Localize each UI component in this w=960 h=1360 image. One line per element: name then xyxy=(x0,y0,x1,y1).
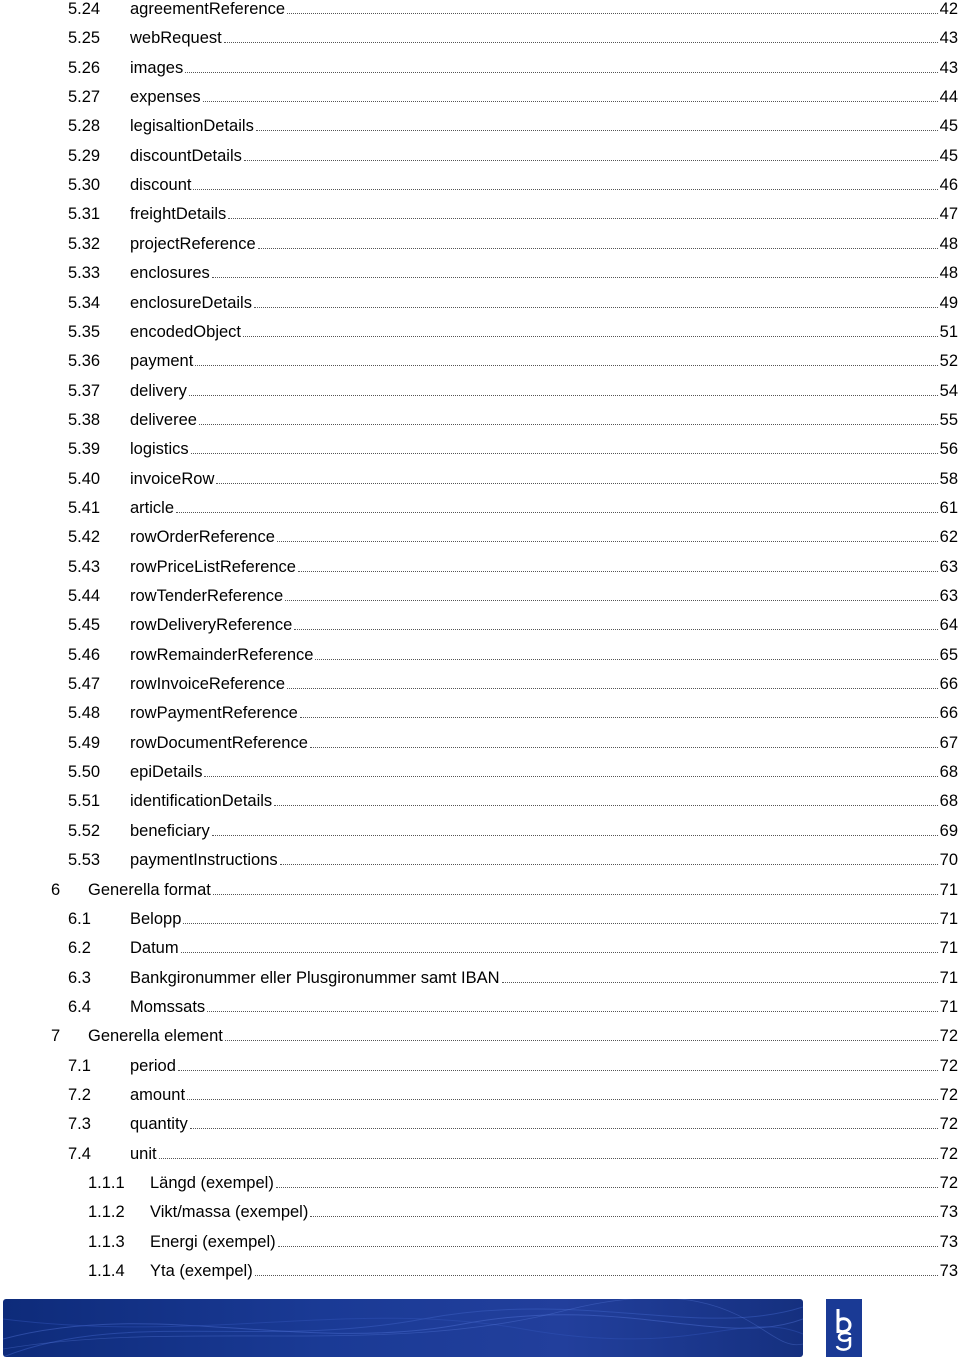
toc-section-title: logistics xyxy=(130,440,189,459)
toc-dot-leader xyxy=(213,894,938,895)
toc-dot-leader xyxy=(187,1099,938,1100)
toc-section-title: rowTenderReference xyxy=(130,587,284,605)
toc-section-title: rowDocumentReference xyxy=(130,733,308,752)
toc-dot-leader xyxy=(199,424,938,425)
toc-section-number: 1.1.1 xyxy=(88,1174,125,1192)
toc-section-title: Bankgironummer eller Plusgironummer samt IBAN xyxy=(130,968,500,987)
toc-page-number: 54 xyxy=(939,381,958,400)
toc-page-number: 55 xyxy=(939,410,958,429)
toc-dot-leader xyxy=(276,1187,938,1188)
toc-page-number: 42 xyxy=(939,0,958,18)
toc-section-title: enclosures xyxy=(130,264,210,283)
toc-page-number: 58 xyxy=(939,469,958,488)
toc-page-number: 63 xyxy=(939,587,958,605)
toc-page-number: 44 xyxy=(939,88,958,107)
toc-dot-leader xyxy=(255,1275,938,1276)
toc-entry[interactable] xyxy=(68,25,958,47)
toc-dot-leader xyxy=(256,130,938,131)
toc-dot-leader xyxy=(315,659,937,660)
toc-entry[interactable] xyxy=(68,1111,958,1133)
toc-section-title: freightDetails xyxy=(130,205,227,224)
toc-page-number: 67 xyxy=(939,733,958,752)
toc-entry[interactable] xyxy=(68,1082,958,1104)
toc-entry[interactable] xyxy=(68,847,958,869)
toc-dot-leader xyxy=(195,365,937,366)
toc-section-number: 7 xyxy=(51,1027,61,1046)
toc-dot-leader xyxy=(176,512,938,513)
toc-section-title: identificationDetails xyxy=(130,792,273,811)
toc-section-number: 5.31 xyxy=(68,205,101,224)
toc-section-title: discount xyxy=(130,176,192,195)
toc-entry[interactable] xyxy=(88,1199,958,1221)
toc-page-number: 51 xyxy=(939,322,958,341)
toc-dot-leader xyxy=(300,717,938,718)
toc-section-title: expenses xyxy=(130,88,201,107)
toc-section-number: 5.35 xyxy=(68,322,101,341)
toc-section-title: enclosureDetails xyxy=(130,293,252,312)
toc-entry[interactable] xyxy=(68,378,958,400)
toc-entry[interactable] xyxy=(68,583,958,605)
toc-section-title: Energi (exempel) xyxy=(150,1232,276,1251)
toc-section-number: 5.25 xyxy=(68,29,101,48)
toc-page-number: 62 xyxy=(939,528,958,547)
toc-section-title: webRequest xyxy=(130,29,222,48)
toc-entry[interactable] xyxy=(68,84,958,106)
bg-logo xyxy=(826,1299,862,1357)
toc-section-title: quantity xyxy=(130,1115,188,1134)
toc-entry[interactable] xyxy=(68,965,958,987)
toc-section-number: 5.53 xyxy=(68,851,101,870)
toc-dot-leader xyxy=(502,982,938,983)
toc-dot-leader xyxy=(287,13,938,14)
toc-dot-leader xyxy=(254,307,938,308)
toc-entry[interactable] xyxy=(68,290,958,312)
toc-entry[interactable] xyxy=(68,788,958,810)
toc-section-title: article xyxy=(130,498,175,517)
toc-section-number: 6 xyxy=(51,880,61,899)
toc-entry[interactable] xyxy=(68,935,958,957)
toc-entry[interactable] xyxy=(68,759,958,781)
toc-page-number: 47 xyxy=(939,205,958,224)
toc-entry[interactable] xyxy=(68,260,958,282)
toc-section-title: epiDetails xyxy=(130,763,203,782)
toc-page-number: 43 xyxy=(939,58,958,77)
toc-section-title: projectReference xyxy=(130,234,256,253)
toc-dot-leader xyxy=(183,923,937,924)
toc-section-title: payment xyxy=(130,352,194,371)
toc-section-title: encodedObject xyxy=(130,322,241,341)
toc-page-number: 72 xyxy=(939,1056,958,1075)
toc-entry[interactable] xyxy=(68,554,958,576)
toc-section-number: 5.41 xyxy=(68,498,101,517)
toc-page-number: 72 xyxy=(939,1144,958,1163)
toc-section-title: rowPriceListReference xyxy=(130,557,296,576)
toc-dot-leader xyxy=(258,248,938,249)
toc-page-number: 52 xyxy=(939,352,958,371)
toc-page-number: 69 xyxy=(939,821,958,840)
toc-section-title: paymentInstructions xyxy=(130,851,278,870)
toc-section-number: 7.4 xyxy=(68,1144,91,1163)
toc-page-number: 72 xyxy=(939,1027,958,1046)
toc-section-number: 5.38 xyxy=(68,410,101,429)
toc-section-title: deliveree xyxy=(130,410,197,429)
toc-entry[interactable] xyxy=(88,1258,958,1280)
toc-section-number: 1.1.2 xyxy=(88,1203,125,1222)
toc-dot-leader xyxy=(159,1158,938,1159)
bg-logo-icon xyxy=(826,1299,862,1357)
toc-section-number: 5.24 xyxy=(68,0,101,18)
toc-entry[interactable] xyxy=(68,436,958,458)
toc-section-number: 5.28 xyxy=(68,117,101,136)
toc-dot-leader xyxy=(204,776,937,777)
toc-page-number: 73 xyxy=(939,1232,958,1251)
toc-dot-leader xyxy=(193,189,937,190)
toc-entry[interactable] xyxy=(68,612,958,634)
toc-page-number: 43 xyxy=(939,29,958,48)
toc-entry[interactable] xyxy=(68,231,958,253)
toc-dot-leader xyxy=(244,160,938,161)
toc-page-number: 72 xyxy=(939,1174,958,1192)
toc-dot-leader xyxy=(277,541,938,542)
toc-section-title: legisaltionDetails xyxy=(130,117,254,136)
toc-section-title: Generella element xyxy=(88,1027,223,1046)
toc-dot-leader xyxy=(287,688,938,689)
toc-page-number: 65 xyxy=(939,645,958,664)
toc-section-number: 5.33 xyxy=(68,264,101,283)
toc-section-title: Momssats xyxy=(130,997,206,1016)
toc-section-title: delivery xyxy=(130,381,187,400)
toc-entry[interactable] xyxy=(68,407,958,429)
toc-dot-leader xyxy=(190,1128,938,1129)
toc-entry[interactable] xyxy=(88,1170,958,1192)
toc-page-number: 71 xyxy=(939,909,958,928)
toc-dot-leader xyxy=(224,42,938,43)
toc-section-title: unit xyxy=(130,1144,157,1163)
toc-section-title: rowInvoiceReference xyxy=(130,675,285,694)
toc-dot-leader xyxy=(285,600,937,601)
toc-entry[interactable] xyxy=(68,143,958,165)
toc-page-number: 73 xyxy=(939,1262,958,1281)
toc-section-number: 7.2 xyxy=(68,1085,91,1104)
toc-dot-leader xyxy=(189,395,938,396)
toc-entry[interactable] xyxy=(68,730,958,752)
toc-section-title: rowRemainderReference xyxy=(130,645,314,664)
toc-entry[interactable] xyxy=(51,1023,958,1045)
toc-entry[interactable] xyxy=(88,1229,958,1251)
toc-page-number: 72 xyxy=(939,1115,958,1134)
toc-dot-leader xyxy=(274,805,937,806)
toc-entry[interactable] xyxy=(68,319,958,341)
toc-dot-leader xyxy=(191,453,938,454)
toc-page-number: 64 xyxy=(939,616,958,635)
toc-page-number: 66 xyxy=(939,675,958,694)
toc-dot-leader xyxy=(310,747,938,748)
toc-dot-leader xyxy=(203,101,938,102)
toc-page-number: 48 xyxy=(939,264,958,283)
toc-section-number: 7.3 xyxy=(68,1115,91,1134)
toc-section-title: invoiceRow xyxy=(130,469,215,488)
toc-section-number: 5.49 xyxy=(68,733,101,752)
toc-entry[interactable] xyxy=(68,55,958,77)
toc-section-title: period xyxy=(130,1056,176,1075)
toc-section-number: 6.3 xyxy=(68,968,91,987)
toc-entry[interactable] xyxy=(68,201,958,223)
toc-section-number: 5.52 xyxy=(68,821,101,840)
toc-section-title: images xyxy=(130,58,184,77)
toc-section-title: Belopp xyxy=(130,909,182,928)
toc-page-number: 71 xyxy=(939,997,958,1016)
toc-section-number: 5.51 xyxy=(68,792,101,811)
toc-section-number: 6.1 xyxy=(68,909,91,928)
toc-dot-leader xyxy=(243,336,938,337)
toc-section-title: agreementReference xyxy=(130,0,286,18)
toc-section-number: 5.36 xyxy=(68,352,101,371)
toc-section-number: 6.2 xyxy=(68,939,91,958)
toc-section-number: 5.46 xyxy=(68,645,101,664)
toc-section-title: beneficiary xyxy=(130,821,210,840)
toc-entry[interactable] xyxy=(68,524,958,546)
toc-section-title: rowOrderReference xyxy=(130,528,275,547)
toc-section-number: 5.40 xyxy=(68,469,101,488)
toc-section-title: Vikt/massa (exempel) xyxy=(150,1203,309,1222)
toc-dot-leader xyxy=(181,952,938,953)
toc-dot-leader xyxy=(212,835,938,836)
toc-section-number: 5.45 xyxy=(68,616,101,635)
toc-dot-leader xyxy=(212,277,938,278)
toc-section-number: 5.30 xyxy=(68,176,101,195)
footer-banner xyxy=(3,1299,803,1357)
toc-entry[interactable] xyxy=(68,642,958,664)
toc-section-number: 5.47 xyxy=(68,675,101,694)
toc-page-number: 68 xyxy=(939,792,958,811)
toc-section-number: 5.37 xyxy=(68,381,101,400)
toc-entry[interactable] xyxy=(68,348,958,370)
toc-page-number: 48 xyxy=(939,234,958,253)
toc-page-number: 66 xyxy=(939,704,958,723)
toc-entry[interactable] xyxy=(68,906,958,928)
toc-section-title: discountDetails xyxy=(130,146,242,165)
toc-page-number: 71 xyxy=(939,939,958,958)
toc-section-title: Datum xyxy=(130,939,179,958)
toc-entry[interactable] xyxy=(68,1141,958,1163)
toc-entry[interactable] xyxy=(68,0,958,18)
toc-section-number: 5.32 xyxy=(68,234,101,253)
toc-section-number: 5.27 xyxy=(68,88,101,107)
toc-dot-leader xyxy=(207,1011,937,1012)
toc-section-number: 5.50 xyxy=(68,763,101,782)
toc-entry[interactable] xyxy=(51,877,958,899)
toc-entry[interactable] xyxy=(68,671,958,693)
toc-section-number: 5.39 xyxy=(68,440,101,459)
toc-page-number: 49 xyxy=(939,293,958,312)
toc-dot-leader xyxy=(185,72,937,73)
toc-dot-leader xyxy=(228,218,937,219)
toc-dot-leader xyxy=(298,571,938,572)
toc-section-number: 5.43 xyxy=(68,557,101,576)
toc-page-number: 46 xyxy=(939,176,958,195)
toc-page-number: 45 xyxy=(939,117,958,136)
toc-page-number: 70 xyxy=(939,851,958,870)
toc-section-title: Yta (exempel) xyxy=(150,1262,253,1281)
toc-entry[interactable] xyxy=(68,1053,958,1075)
toc-section-title: rowPaymentReference xyxy=(130,704,298,723)
toc-section-number: 5.48 xyxy=(68,704,101,723)
toc-entry[interactable] xyxy=(68,495,958,517)
toc-entry[interactable] xyxy=(68,994,958,1016)
toc-dot-leader xyxy=(178,1070,938,1071)
toc-section-number: 5.42 xyxy=(68,528,101,547)
toc-section-number: 5.26 xyxy=(68,58,101,77)
toc-page-number: 63 xyxy=(939,557,958,576)
toc-section-title: Längd (exempel) xyxy=(150,1174,274,1192)
toc-entry[interactable] xyxy=(68,466,958,488)
toc-page-number: 73 xyxy=(939,1203,958,1222)
toc-dot-leader xyxy=(225,1040,938,1041)
toc-page-number: 45 xyxy=(939,146,958,165)
toc-section-title: Generella format xyxy=(88,880,211,899)
toc-entry[interactable] xyxy=(68,818,958,840)
toc-dot-leader xyxy=(294,629,937,630)
toc-page-number: 71 xyxy=(939,968,958,987)
toc-section-number: 1.1.3 xyxy=(88,1232,125,1251)
toc-section-number: 7.1 xyxy=(68,1056,91,1075)
toc-page-number: 71 xyxy=(939,880,958,899)
toc-page-number: 61 xyxy=(939,498,958,517)
toc-page-number: 56 xyxy=(939,440,958,459)
toc-section-number: 1.1.4 xyxy=(88,1262,125,1281)
toc-entry[interactable] xyxy=(68,700,958,722)
toc-dot-leader xyxy=(278,1246,938,1247)
toc-entry[interactable] xyxy=(68,113,958,135)
toc-dot-leader xyxy=(216,483,937,484)
toc-entry[interactable] xyxy=(68,172,958,194)
toc-page-number: 68 xyxy=(939,763,958,782)
toc-section-title: rowDeliveryReference xyxy=(130,616,293,635)
toc-dot-leader xyxy=(310,1216,937,1217)
toc-dot-leader xyxy=(280,864,938,865)
toc-section-number: 5.34 xyxy=(68,293,101,312)
toc-section-number: 5.44 xyxy=(68,587,101,605)
toc-section-number: 6.4 xyxy=(68,997,91,1016)
toc-page-number: 72 xyxy=(939,1085,958,1104)
toc-section-title: amount xyxy=(130,1085,186,1104)
toc-section-number: 5.29 xyxy=(68,146,101,165)
footer-pattern xyxy=(3,1299,803,1357)
